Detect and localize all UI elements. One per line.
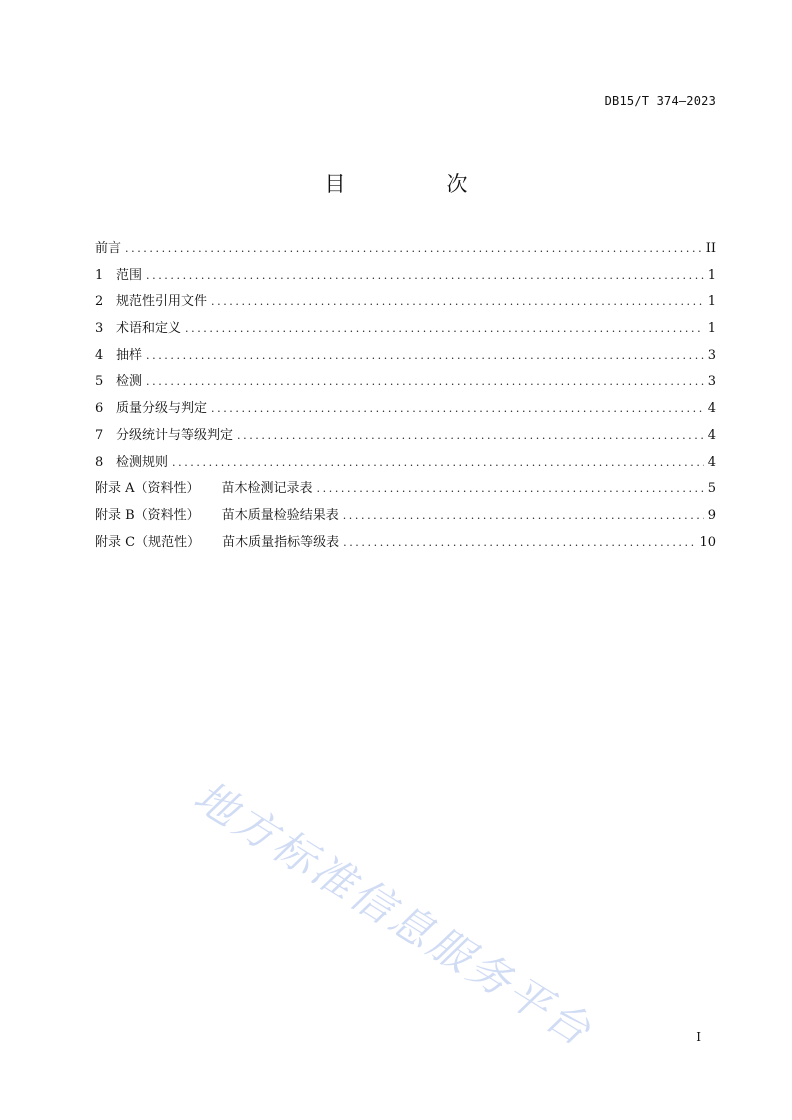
- toc-entry-appendix-b[interactable]: [95, 504, 716, 531]
- toc-entry-grading-statistics[interactable]: [95, 424, 716, 451]
- toc-entry-page: 1: [707, 267, 716, 283]
- toc-entry-title: 范围: [116, 267, 143, 283]
- toc-entry-title: 分级统计与等级判定: [116, 427, 234, 443]
- toc-title: 目 次: [324, 172, 508, 196]
- toc-entry-title: 苗木质量检验结果表: [221, 507, 339, 523]
- toc-entry-appendix-c[interactable]: [95, 531, 716, 558]
- toc-leader: [172, 456, 704, 469]
- toc-entry-page: 4: [707, 401, 716, 417]
- toc-entry-title: 规范性引用文件: [116, 294, 208, 310]
- toc-entry-number: 3: [95, 321, 104, 337]
- toc-leader: [211, 295, 704, 308]
- toc-leader: [125, 242, 702, 255]
- toc-leader: [146, 349, 704, 362]
- toc-entry-number: 2: [95, 294, 104, 310]
- toc-entry-number: 5: [95, 374, 104, 390]
- toc-entry-page: 3: [707, 374, 716, 390]
- toc-entry-quality-grading[interactable]: [95, 397, 716, 424]
- toc-entry-title: 质量分级与判定: [116, 401, 208, 417]
- toc-entry-normative-references[interactable]: [95, 290, 716, 317]
- toc-leader: [146, 375, 704, 388]
- toc-entry-title: 苗木质量指标等级表: [222, 534, 340, 550]
- toc-entry-title: 检测: [116, 374, 143, 390]
- toc-entry-title: 前言: [95, 241, 122, 256]
- toc-entry-page: 10: [699, 534, 716, 550]
- toc-entry-title: 苗木检测记录表: [221, 481, 313, 497]
- toc-entry-title: 抽样: [116, 347, 143, 363]
- toc-entry-foreword[interactable]: [95, 237, 716, 264]
- toc-entry-terms[interactable]: [95, 317, 716, 344]
- toc-leader: [185, 322, 704, 335]
- toc-leader: [343, 509, 704, 522]
- toc-entry-testing[interactable]: [95, 370, 716, 397]
- toc-entry-appendix-label: 附录 B（资料性）: [95, 507, 200, 523]
- toc-entry-page: II: [705, 241, 716, 256]
- toc-entry-number: 8: [95, 454, 104, 470]
- toc-entry-number: 1: [95, 267, 104, 283]
- page-number: I: [696, 1030, 701, 1044]
- toc-entry-title: 检测规则: [116, 454, 169, 470]
- toc-entry-page: 3: [707, 347, 716, 363]
- toc-leader: [146, 269, 704, 282]
- toc-entry-page: 5: [707, 481, 716, 497]
- toc-entry-page: 9: [707, 507, 716, 523]
- toc-entry-number: 7: [95, 427, 104, 443]
- toc-entry-appendix-label: 附录 A（资料性）: [95, 481, 200, 497]
- toc-entry-number: 4: [95, 347, 104, 363]
- toc-leader: [343, 536, 695, 549]
- toc-entry-number: 6: [95, 401, 104, 417]
- table-of-contents: [95, 237, 716, 557]
- watermark: 地方标准信息服务平台: [185, 771, 602, 1057]
- toc-entry-sampling[interactable]: [95, 344, 716, 371]
- toc-entry-page: 1: [707, 321, 716, 337]
- toc-entry-page: 4: [707, 454, 716, 470]
- toc-entry-appendix-label: 附录 C（规范性）: [95, 534, 201, 550]
- toc-entry-page: 1: [707, 294, 716, 310]
- toc-leader: [211, 402, 704, 415]
- toc-entry-scope[interactable]: [95, 264, 716, 291]
- toc-leader: [237, 429, 704, 442]
- toc-entry-page: 4: [707, 427, 716, 443]
- toc-entry-inspection-rules[interactable]: [95, 451, 716, 478]
- toc-entry-appendix-a[interactable]: [95, 477, 716, 504]
- document-code: DB15/T 374—2023: [604, 94, 716, 108]
- toc-entry-title: 术语和定义: [116, 321, 182, 337]
- toc-leader: [317, 482, 704, 495]
